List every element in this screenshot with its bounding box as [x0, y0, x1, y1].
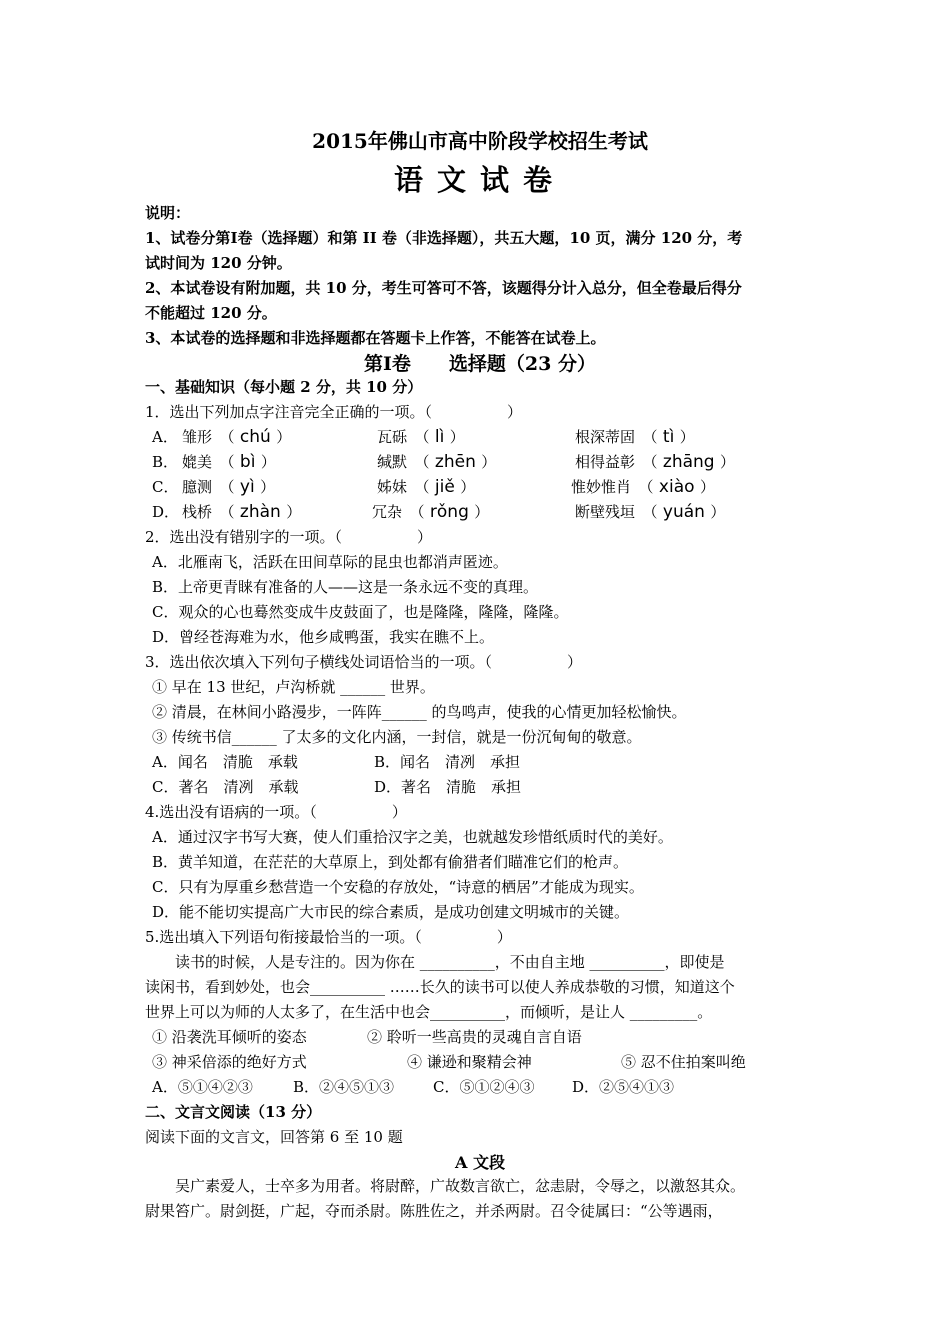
part1-title: 第Ⅰ卷 选择题（23 分）: [364, 353, 596, 375]
q5-choice-3: ③ 神采倍添的绝好方式: [152, 1053, 307, 1071]
q5-option-d: D．②⑤④①③: [572, 1078, 675, 1096]
q3-stem: 3．选出依次填入下列句子横线处词语恰当的一项。（ ）: [145, 653, 583, 671]
section2-intro: 阅读下面的文言文，回答第 6 至 10 题: [145, 1128, 403, 1146]
q3-sentence-1: ① 早在 13 世纪，卢沟桥就 ______ 世界。: [152, 678, 435, 696]
q4-option-a: A．通过汉字书写大赛，使人们重拾汉字之美，也就越发珍惜纸质时代的美好。: [152, 828, 673, 846]
note-2a: 2、本试卷设有附加题，共 10 分，考生可答可不答，该题得分计入总分，但全卷最后得分: [145, 279, 742, 297]
q1-stem: 1．选出下列加点字注音完全正确的一项。（ ）: [145, 403, 523, 421]
q5-option-a: A．⑤①④②③: [152, 1078, 253, 1096]
q4-option-d: D．能不能切实提高广大市民的综合素质，是成功创建文明城市的关键。: [152, 903, 630, 921]
passage-a-title: A 文段: [455, 1153, 505, 1172]
section1-title: 一、基础知识（每小题 2 分，共 10 分）: [145, 378, 423, 396]
q3-sentence-3: ③ 传统书信______ 了太多的文化内涵，一封信，就是一份沉甸甸的敬意。: [152, 728, 642, 746]
note-1a: 1、试卷分第Ⅰ卷（选择题）和第 II 卷（非选择题），共五大题，10 页，满分 120 分，考: [145, 229, 743, 247]
q5-passage-line-2: 读闲书，看到妙处，也会__________ ……长久的读书可以使人养成恭敬的习惯，知道这个: [145, 978, 735, 996]
q5-stem: 5.选出填入下列语句衔接最恰当的一项。（ ）: [145, 928, 512, 946]
q4-stem: 4.选出没有语病的一项。（ ）: [145, 803, 407, 821]
q5-passage-line-3: 世界上可以为师的人太多了，在生活中也会__________，而倾听，是让人 _________。: [145, 1003, 713, 1021]
q3-option-d: D．著名 清脆 承担: [374, 778, 522, 796]
q2-option-d: D．曾经苍海难为水，他乡咸鸭蛋，我实在瞧不上。: [152, 628, 495, 646]
q5-passage-line-1: 读书的时候，人是专注的。因为你在 __________，不由自主地 __________，即使是: [145, 953, 725, 971]
note-1b: 试时间为 120 分钟。: [145, 254, 292, 272]
note-3: 3、本试卷的选择题和非选择题都在答题卡上作答，不能答在试卷上。: [145, 329, 606, 347]
q5-choice-1: ① 沿袭洗耳倾听的姿态: [152, 1028, 307, 1046]
q5-choice-5: ⑤ 忍不住拍案叫绝: [621, 1053, 746, 1071]
q2-option-b: B．上帝更青睐有准备的人——这是一条永远不变的真理。: [152, 578, 539, 596]
note-2b: 不能超过 120 分。: [145, 304, 277, 322]
exam-subtitle: 语文试卷: [393, 163, 566, 197]
q5-option-b: B．②④⑤①③: [293, 1078, 395, 1096]
q3-option-a: A．闻名 清脆 承载: [152, 753, 298, 771]
section2-title: 二、文言文阅读（13 分）: [145, 1103, 322, 1121]
q3-option-c: C．著名 清冽 承载: [152, 778, 299, 796]
q5-choice-4: ④ 谦逊和聚精会神: [407, 1053, 532, 1071]
exam-title: 2015年佛山市高中阶段学校招生考试: [312, 129, 648, 153]
passage-a-line-1: 吴广素爱人，士卒多为用者。将尉醉，广故数言欲亡，忿恚尉，令辱之，以激怒其众。: [145, 1177, 746, 1195]
passage-a-line-2: 尉果笞广。尉剑挺，广起，夺而杀尉。陈胜佐之，并杀两尉。召令徒属曰：“公等遇雨，: [145, 1202, 723, 1220]
q5-option-c: C．⑤①②④③: [433, 1078, 535, 1096]
q2-option-a: A．北雁南飞，活跃在田间草际的昆虫也都消声匿迹。: [152, 553, 508, 571]
q4-option-b: B．黄羊知道，在茫茫的大草原上，到处都有偷猎者们瞄准它们的枪声。: [152, 853, 629, 871]
notes-label: 说明：: [145, 204, 191, 222]
q5-choice-2: ② 聆听一些高贵的灵魂自言自语: [367, 1028, 582, 1046]
q3-option-b: B．闻名 清冽 承担: [374, 753, 521, 771]
q2-stem: 2．选出没有错别字的一项。（ ）: [145, 528, 433, 546]
q2-option-c: C．观众的心也蓦然变成牛皮鼓面了，也是隆隆，隆隆，隆隆。: [152, 603, 569, 621]
q3-sentence-2: ② 清晨，在林间小路漫步，一阵阵______ 的鸟鸣声，使我的心情更加轻松愉快。: [152, 703, 687, 721]
q4-option-c: C．只有为厚重乡愁营造一个安稳的存放处，“诗意的栖居”才能成为现实。: [152, 878, 644, 896]
